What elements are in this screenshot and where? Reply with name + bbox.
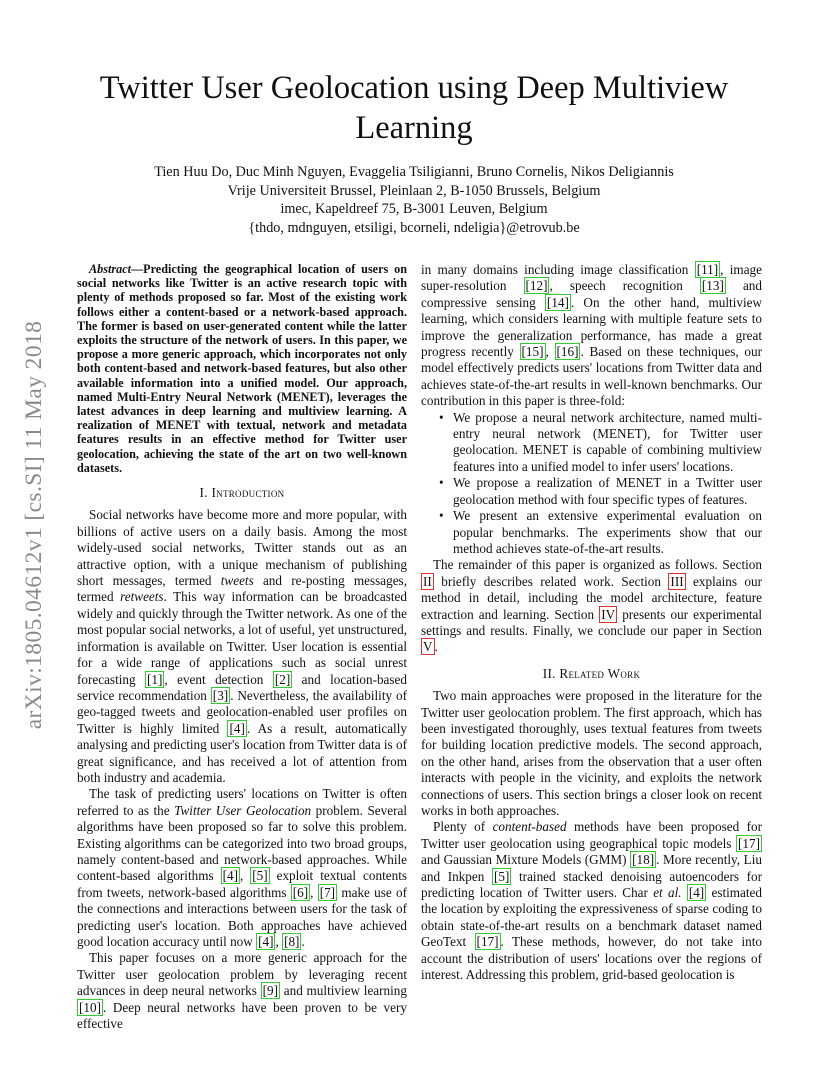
- citation-link[interactable]: [1]: [147, 671, 163, 687]
- left-column: [77, 262, 407, 1032]
- affiliation-2: imec, Kapeldreef 75, B-3001 Leuven, Belgium: [280, 201, 548, 217]
- citation-link[interactable]: [7]: [319, 884, 336, 900]
- citation-link[interactable]: [15]: [521, 344, 544, 360]
- abstract: [77, 262, 407, 475]
- citation-link[interactable]: [2]: [274, 671, 291, 687]
- abstract-text: —Predicting the geographical location of users on social networks like Twitter is an active research topic with plenty of methods proposed so far. Most of the existing work follows either a content-based or a network-based approach. The former is based on user-generated content while the latter exploits the structure of the network of users. In this paper, we propose a more generic approach, which incorporates not only both content-based and network-based features, but also other available information into a unified model. Our approach, named Multi-Entry Neural Network (MENET), leverages the latest advances in deep learning and multiview learning. A realization of MENET with textual, network and metadata features results in an effective method for Twitter user geolocation, achieving the state of the art on two well-known datasets.: [77, 262, 407, 475]
- author-emails: {thdo, mdnguyen, etsiligi, bcorneli, ndeligia}@etrovub.be: [248, 219, 580, 236]
- citation-link[interactable]: [9]: [262, 983, 278, 999]
- affiliation-1: Vrije Universiteit Brussel, Pleinlaan 2, B-1050 Brussels, Belgium: [227, 182, 601, 199]
- intro-paragraph-2: The task of predicting users' locations on Twitter is often referred to as the Twitter User Geolocation problem. Several algorithms have been proposed so far to solve this problem. Existing algorithms can be categorized into two broad groups, namely content-based and network-based approaches. While content-based algorithms [4] , [5] exploit textual contents from tweets, network-based algorithms [6] , [7] make use of the connections and interactions between users for the task of predicting user's location. Both approaches have achieved good location accuracy until now [4] , [8] .: [77, 786, 407, 950]
- abstract-label: Abstract: [89, 262, 131, 276]
- arxiv-stamp: [19, 290, 49, 760]
- citation-link[interactable]: [16]: [556, 344, 579, 360]
- section-link[interactable]: II: [423, 573, 432, 589]
- citation-link[interactable]: [17]: [738, 835, 760, 851]
- section-heading-introduction: I. Introduction: [199, 485, 285, 501]
- intro-paragraph-3-cont: in many domains including image classification [11] , image super-resolution [12] , speech recognition [13] and compressive sensing [14] . On the other hand, multiview learning, which considers learning with multiple feature sets to improve the generalization performance, has made a great progress recently [15] , [16] . Based on these techniques, our model effectively predicts users' locations from Twitter data and achieves state-of-the-art results in well-known benchmarks. Our contribution in this paper is three-fold:: [421, 262, 763, 409]
- citation-link[interactable]: [4]: [222, 868, 238, 884]
- arxiv-id: arXiv:1805.04612v1 [cs.SI] 11 May 2018: [21, 320, 47, 730]
- author-block: [60, 163, 768, 237]
- related-paragraph-1: Two main approaches were proposed in the literature for the Twitter user geolocation problem. The first approach, which has been investigated thoroughly, uses textual features from tweets for building location predictive models. The second approach, on the other hand, arises from the observation that a user often interacts with people in the vicinity, and exploits the network connections of users. This section brings a closer look on recent works in both approaches.: [421, 688, 762, 818]
- organization-paragraph: The remainder of this paper is organized as follows. Section II briefly describes related work. Section III explains our method in detail, including the model architecture, feature extraction and learning. Section IV presents our experimental settings and results. Finally, we conclude our paper in Section V .: [421, 557, 762, 655]
- citation-link[interactable]: [12]: [525, 278, 548, 294]
- list-item: • We propose a realization of MENET in a Twitter user geolocation method with four specific types of features.: [443, 475, 762, 508]
- citation-link[interactable]: [4]: [688, 885, 705, 901]
- citation-link[interactable]: [5]: [493, 868, 510, 884]
- citation-link[interactable]: [11]: [696, 262, 719, 277]
- citation-link[interactable]: [14]: [546, 294, 569, 310]
- citation-link[interactable]: [18]: [632, 852, 655, 868]
- citation-link[interactable]: [6]: [292, 884, 309, 900]
- citation-link[interactable]: [4]: [258, 934, 274, 950]
- citation-link[interactable]: [13]: [701, 278, 724, 294]
- contribution-list: [421, 410, 762, 558]
- list-item: • We present an extensive experimental evaluation on popular benchmarks. The experiments show that our method achieves state-of-the-art results.: [443, 508, 762, 557]
- list-item: • We propose a neural network architecture, named multi-entry neural network (MENET), for Twitter user geolocation. MENET is capable of combining multiview features into a unified model to infer users' locations.: [443, 410, 762, 476]
- citation-link[interactable]: [4]: [229, 720, 245, 736]
- section-link[interactable]: III: [670, 573, 684, 589]
- section-link[interactable]: V: [423, 639, 433, 655]
- section-heading-related-work: II. Related Work: [542, 665, 641, 681]
- citation-link[interactable]: [3]: [212, 687, 229, 703]
- right-column: [421, 262, 762, 983]
- paper-title: Twitter User Geolocation using Deep Multiview Learning: [99, 70, 729, 146]
- citation-link[interactable]: [5]: [252, 868, 268, 884]
- citation-link[interactable]: [8]: [284, 934, 300, 950]
- related-paragraph-2: Plenty of content-based methods have been proposed for Twitter user geolocation using geographical topic models [17] and Gaussian Mixture Models (GMM) [18] . More recently, Liu and Inkpen [5] trained stacked denoising autoencoders for predicting location of Twitter users. Char et al. [4] estimated the location by exploiting the expressiveness of sparse coding to obtain state-of-the-art results on a benchmark dataset named GeoText [17] . These methods, however, do not take into account the distribution of users' locations over the regions of interest. Addressing this problem, grid-based geolocation is: [421, 819, 763, 983]
- citation-link[interactable]: [17]: [476, 934, 499, 950]
- intro-paragraph-1: Social networks have become more and more popular, with billions of active users on a daily basis. Among the most widely-used social networks, Twitter stands out as an attractive option, with a unique mechanism of publishing short messages, termed tweets and re-posting messages, termed retweets. This way information can be broadcasted widely and quickly through the Twitter network. As one of the most popular social networks, a lot of useful, yet unstructured, information is available on Twitter. User location is essential for a wide range of applications such as social unrest forecasting [1] , event detection [2] and location-based service recommendation [3] . Nevertheless, the availability of geo-tagged tweets and geolocation-enabled user profiles on Twitter is highly limited [4] . As a result, automatically analysing and predicting user's location from Twitter data is of great significance, and has received a lot of attention from both industry and academia.: [77, 507, 407, 785]
- author-names: Tien Huu Do, Duc Minh Nguyen, Evaggelia Tsiligianni, Bruno Cornelis, Nikos Deligiannis: [154, 164, 674, 180]
- citation-link[interactable]: [10]: [79, 999, 101, 1015]
- intro-paragraph-3: This paper focuses on a more generic approach for the Twitter user geolocation problem by leveraging recent advances in deep neural networks [9] and multiview learning [10] . Deep neural networks have been proven to be very effective: [77, 950, 407, 1032]
- section-link[interactable]: IV: [601, 606, 616, 622]
